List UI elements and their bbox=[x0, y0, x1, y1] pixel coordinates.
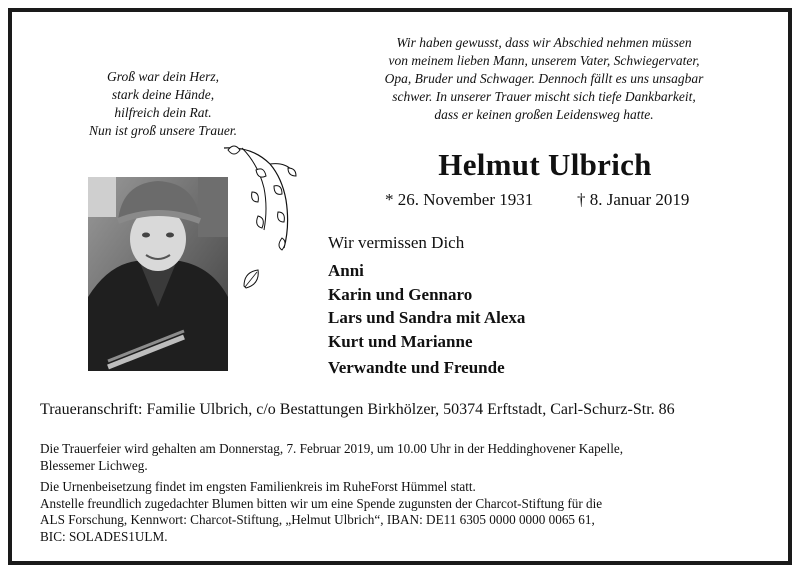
funeral-text: Die Trauerfeier wird gehalten am Donnerstag, 7. Februar 2019, um 10.00 Uhr in der Heddinghovener Kapelle, bbox=[40, 441, 624, 456]
urn-burial-text: Die Urnenbeisetzung findet im engsten Familienkreis im RuheForst Hümmel statt. bbox=[40, 479, 476, 494]
birth-date: * 26. November 1931 bbox=[385, 190, 534, 209]
poem-left-line: Nun ist groß unsere Trauer. bbox=[89, 123, 237, 138]
mourners-list bbox=[328, 259, 525, 380]
poem-right-line: dass er keinen großen Leidensweg hatte. bbox=[434, 107, 654, 122]
mourner-name: Karin und Gennaro bbox=[328, 284, 473, 304]
falling-leaf-ornament bbox=[240, 266, 264, 294]
donation-text: BIC: SOLADES1ULM. bbox=[40, 528, 168, 544]
poem-left bbox=[68, 68, 258, 140]
poem-right-line: schwer. In unserer Trauer mischt sich tiefe Dankbarkeit, bbox=[392, 89, 696, 104]
mourners-intro: Wir vermissen Dich bbox=[328, 233, 465, 252]
poem-right-line: Wir haben gewusst, dass wir Abschied nehmen müssen bbox=[396, 35, 692, 50]
donation-text: Anstelle freundlich zugedachter Blumen bitten wir um eine Spende zugunsten der Charcot-Stiftung für die bbox=[40, 495, 603, 511]
deceased-name: Helmut Ulbrich bbox=[438, 147, 652, 182]
mourning-address: Traueranschrift: Familie Ulbrich, c/o Bestattungen Birkhölzer, 50374 Erftstadt, Carl-Schurz-Str. 86 bbox=[40, 401, 675, 418]
death-date: † 8. Januar 2019 bbox=[577, 190, 690, 209]
mourner-name: Anni bbox=[328, 261, 364, 280]
poem-left-line: Groß war dein Herz, bbox=[106, 69, 219, 84]
funeral-text: Blessemer Lichweg. bbox=[40, 457, 148, 473]
mourner-name: Lars und Sandra mit Alexa bbox=[328, 308, 526, 327]
poem-left-line: stark deine Hände, bbox=[111, 87, 215, 102]
poem-right-line: Opa, Bruder und Schwager. Dennoch fällt es uns unsagbar bbox=[384, 71, 704, 86]
donation-text: ALS Forschung, Kennwort: Charcot-Stiftung, „Helmut Ulbrich“, IBAN: DE11 6305 0000 0000 0065 61, bbox=[40, 512, 595, 527]
poem-left-line: hilfreich dein Rat. bbox=[114, 105, 212, 120]
poem-right bbox=[334, 34, 754, 124]
funeral-notice bbox=[40, 441, 760, 545]
portrait-photo bbox=[88, 177, 228, 371]
relatives-and-friends: Verwandte und Freunde bbox=[328, 358, 505, 377]
poem-right-line: von meinem lieben Mann, unserem Vater, Schwiegervater, bbox=[388, 53, 700, 68]
mourner-name: Kurt und Marianne bbox=[328, 331, 473, 351]
